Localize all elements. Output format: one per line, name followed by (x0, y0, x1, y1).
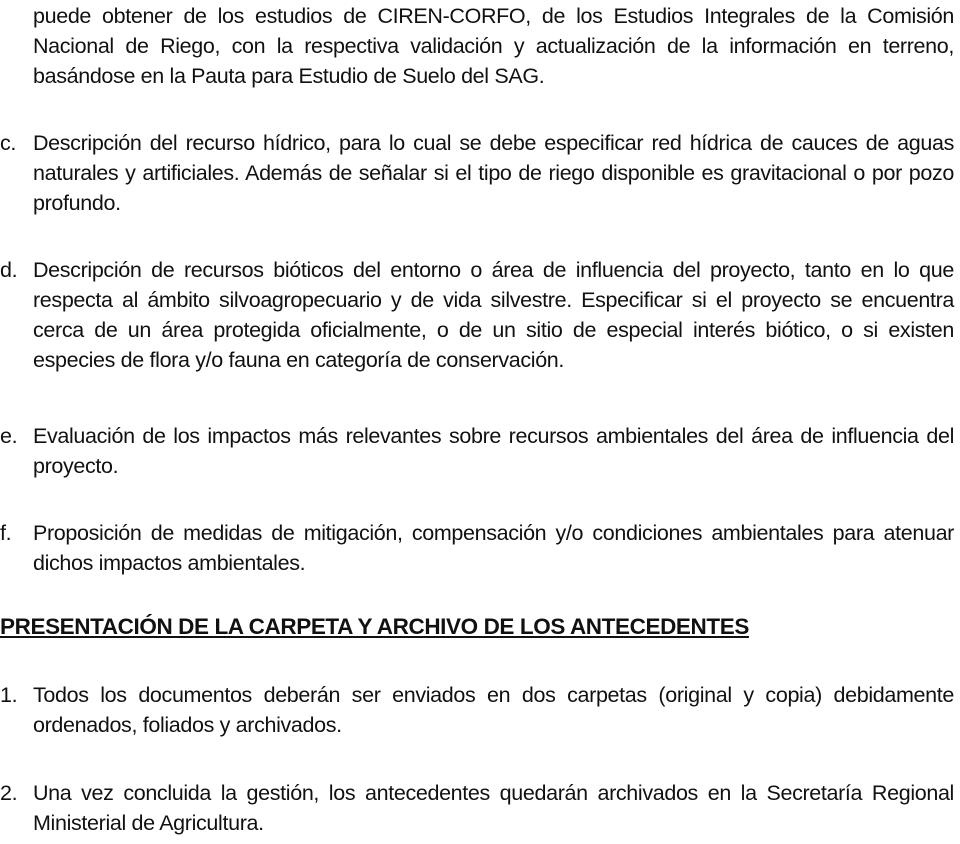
section-heading: PRESENTACIÓN DE LA CARPETA Y ARCHIVO DE LOS ANTECEDENTES (0, 614, 749, 639)
numbered-item-1-text: Todos los documentos deberán ser enviados en dos carpetas (original y copia) debidamente ordenados, foliados y archivados. (33, 683, 954, 737)
list-marker-d: d. (0, 258, 18, 282)
numbered-item-2 (0, 778, 954, 838)
list-item-c-text: Descripción del recurso hídrico, para lo cual se debe especificar red hídrica de cauces de aguas naturales y artificiales. Además de señalar si el tipo de riego disponible es gravitacional o por pozo profundo. (33, 131, 954, 215)
numbered-marker-2: 2. (0, 781, 18, 805)
list-marker-e: e. (0, 424, 18, 448)
list-marker-c: c. (0, 131, 17, 155)
list-item-c (0, 128, 954, 218)
numbered-item-1 (0, 680, 954, 740)
list-item-d (0, 255, 954, 375)
list-item-e (0, 421, 954, 481)
list-item-f (0, 518, 954, 578)
list-item-d-text: Descripción de recursos bióticos del entorno o área de influencia del proyecto, tanto en lo que respecta al ámbito silvoagropecuario y de vida silvestre. Especificar si el proyecto se encuentra cerca de un área protegida oficialmente, o de un sitio de especial interés biótico, o si existen especies de flora y/o fauna en categoría de conservación. (33, 258, 954, 372)
list-item-f-text: Proposición de medidas de mitigación, compensación y/o condiciones ambientales para atenuar dichos impactos ambientales. (33, 521, 954, 575)
intro-paragraph (33, 1, 954, 91)
intro-text: puede obtener de los estudios de CIREN-CORFO, de los Estudios Integrales de la Comisión Nacional de Riego, con la respectiva validación y actualización de la información en terreno, basándose en la Pauta para Estudio de Suelo del SAG. (33, 4, 954, 88)
list-marker-f: f. (0, 521, 12, 545)
numbered-item-2-text: Una vez concluida la gestión, los antecedentes quedarán archivados en la Secretaría Regional Ministerial de Agricultura. (33, 781, 954, 835)
list-item-e-text: Evaluación de los impactos más relevantes sobre recursos ambientales del área de influencia del proyecto. (33, 424, 954, 478)
numbered-marker-1: 1. (0, 683, 18, 707)
